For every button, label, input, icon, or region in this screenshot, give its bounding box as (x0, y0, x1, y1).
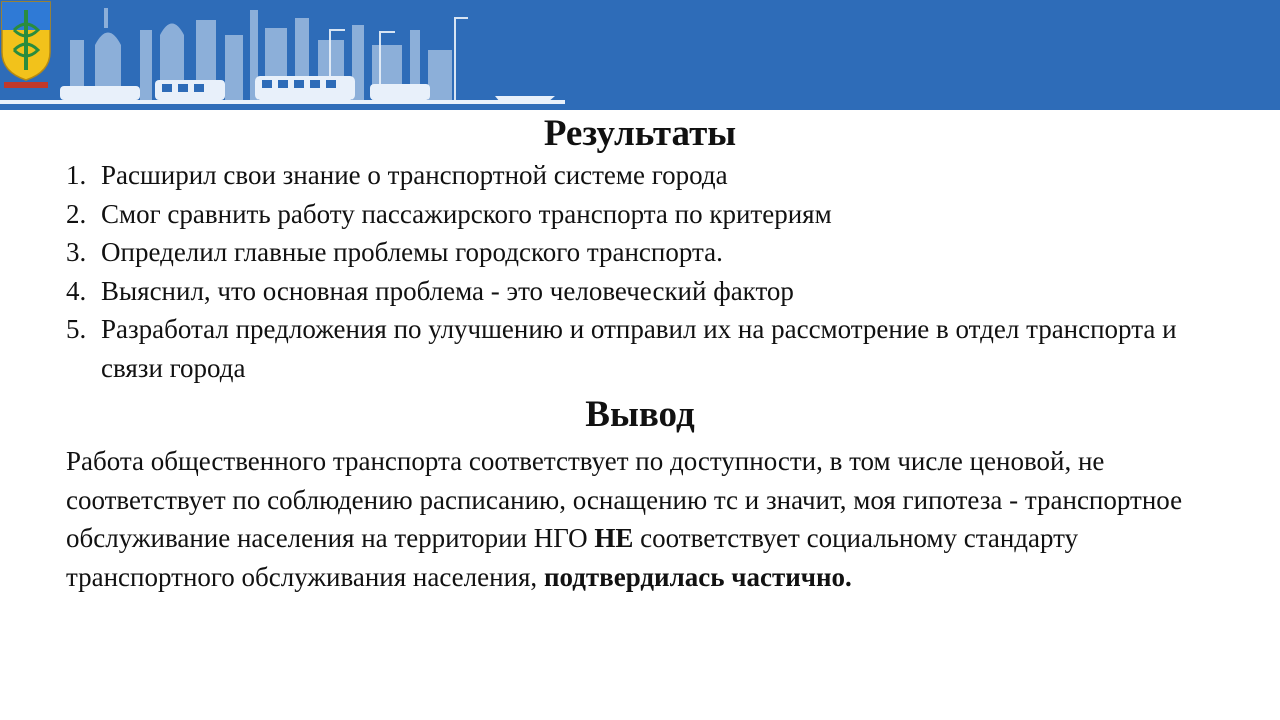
city-transport-skyline-icon (0, 0, 580, 110)
list-item-number: 5. (66, 314, 87, 344)
list-item-text: Расширил свои знание о транспортной системе города (101, 160, 728, 190)
results-title: Результаты (543, 113, 737, 154)
list-item (66, 272, 1216, 311)
city-coat-of-arms-icon (0, 0, 52, 90)
conclusion-paragraph (66, 442, 1236, 596)
conclusion-text-bold-end: подтвердилась частично. (543, 561, 852, 592)
header-banner (0, 0, 1280, 110)
conclusion-title: Вывод (585, 394, 695, 435)
list-item (66, 156, 1216, 195)
list-item (66, 310, 1216, 387)
conclusion-text-part2: соответствует социальному стандарту транспортного обслуживания населения, (66, 523, 1079, 592)
list-item (66, 233, 1216, 272)
list-item-number: 2. (66, 198, 87, 229)
list-item (66, 195, 1216, 234)
conclusion-text-part1: Работа общественного транспорта соответствует по доступности, в том числе ценовой, не соответствует по соблюдению расписанию, оснащению тс и значит, моя гипотеза - транспортное обслуживание населения на территории НГО (66, 446, 1183, 553)
list-item-number: 4. (66, 275, 87, 306)
results-list (66, 156, 1216, 387)
list-item-number: 1. (66, 160, 87, 190)
list-item-number: 3. (66, 237, 87, 267)
list-item-text: Определил главные проблемы городского транспорта. (101, 237, 723, 267)
conclusion-text-bold-not: НЕ (594, 523, 634, 553)
list-item-text: Смог сравнить работу пассажирского транспорта по критериям (101, 198, 832, 229)
list-item-text: Выяснил, что основная проблема - это человеческий фактор (101, 275, 794, 306)
list-item-text: Разработал предложения по улучшению и отправил их на рассмотрение в отдел транспорта и связи города (101, 314, 1177, 383)
